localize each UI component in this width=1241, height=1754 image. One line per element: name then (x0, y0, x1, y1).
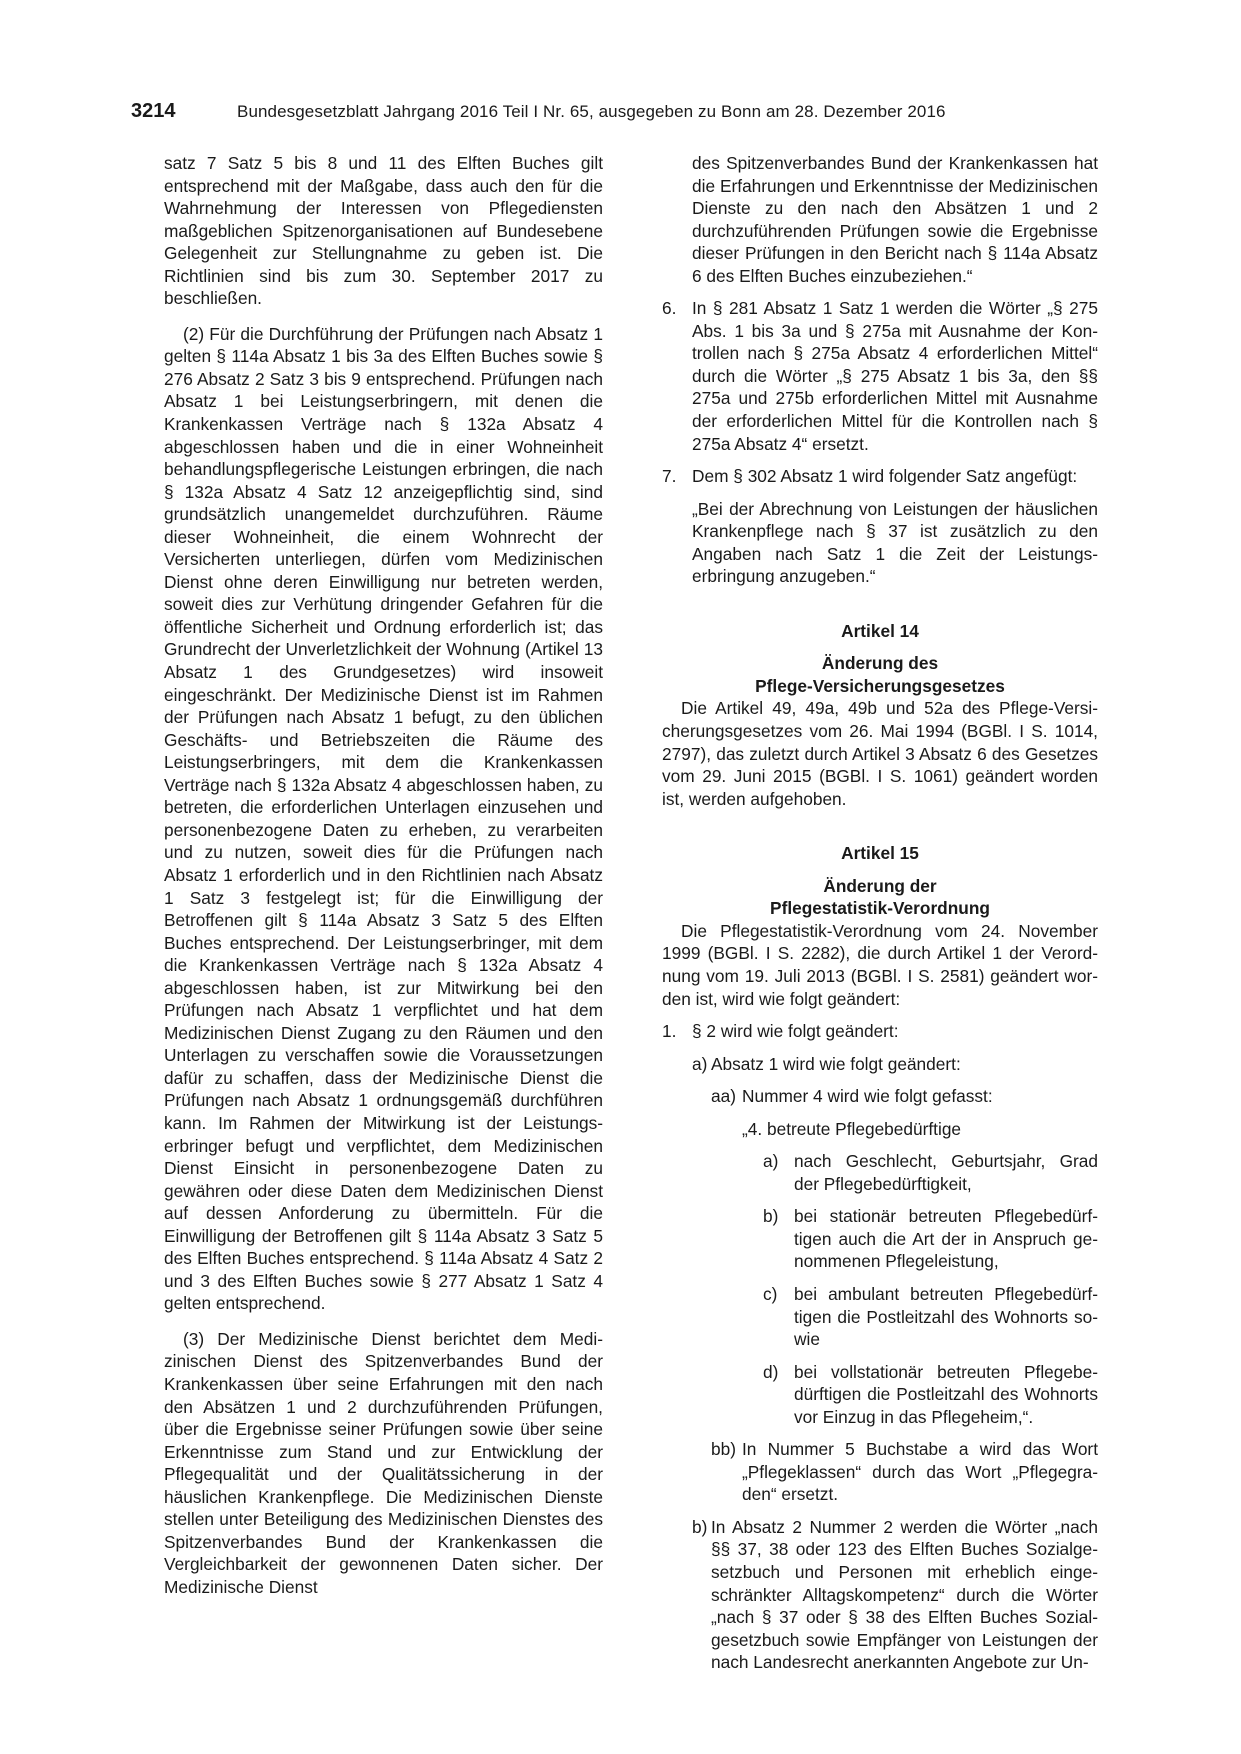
page-number: 3214 (131, 100, 176, 122)
list-text: bei ambulant betreuten Pflegebedürftigen die Postleitzahl des Wohnorts sowie (794, 1283, 1098, 1350)
list-item-aa (662, 1085, 1098, 1108)
list-text: In Nummer 5 Buchstabe a wird das Wort „Pflegeklassen“ durch das Wort „Pflegegraden“ ersetzt. (742, 1439, 1098, 1505)
list-text: bei vollstationär betreuten Pflegebedürftigen die Postleitzahl des Wohnorts vor Einzug in das Pflegeheim,“. (794, 1361, 1098, 1427)
list-label: a) (692, 1053, 708, 1074)
list-label: bb) (711, 1439, 736, 1460)
list-label: b) (763, 1206, 779, 1227)
list-text: In Absatz 2 Nummer 2 werden die Wörter „nach §§ 37, 38 oder 123 des Elften Buches Sozialgesetzbuch und Personen mit erheblich eingeschränkter Alltagskompetenz“ durch die Wörter „nach § 37 oder § 38 des Elften Buches Sozialgesetzbuch sowie Empfänger von Leistungen der nach Landesrecht anerkannten Angebote zur Un- (711, 1516, 1098, 1673)
list-label: 1. (662, 1021, 677, 1042)
list-item-b (662, 1516, 1098, 1674)
list-label: aa) (711, 1086, 736, 1107)
list-text: In § 281 Absatz 1 Satz 1 werden die Wörter „§ 275 Abs. 1 bis 3a und § 275a mit Ausnahme der Kontrollen nach § 275a Absatz 4 erforderlichen Mittel“ durch die Wörter „§ 275 Absatz 1 bis 3a, den §§ 275a und 275b erforderlichen Mittel mit Ausnahme der erforderlichen Mittel für die Kontrollen nach § 275a Absatz 4“ ersetzt. (692, 298, 1098, 454)
list-label: 7. (662, 466, 677, 487)
list-label: 6. (662, 298, 677, 319)
list-item-6 (662, 297, 1098, 455)
list-item-1 (662, 1020, 1098, 1043)
list-item-7 (662, 465, 1098, 488)
list-text: Dem § 302 Absatz 1 wird folgender Satz angefügt: (692, 466, 1078, 487)
list-text: § 2 wird wie folgt geändert: (692, 1021, 899, 1042)
quoted-number-4: „4. betreute Pflegebedürftige (742, 1118, 962, 1139)
article-15-subtitle-2: Pflegestatistik-Verordnung (770, 898, 990, 919)
article-14-subtitle-1: Änderung des (821, 653, 939, 674)
list-item-quote-d (662, 1361, 1098, 1429)
quoted-sentence: „Bei der Abrechnung von Leistungen der häuslichen Krankenpflege nach § 37 ist zusätzlich zu den Angaben nach Satz 1 die Zeit der Leistungserbringung anzugeben.“ (692, 498, 1098, 587)
article-14-subtitle-2: Pflege-Versicherungsgesetzes (755, 675, 1005, 696)
list-text: nach Geschlecht, Geburtsjahr, Grad der Pflegebedürftigkeit, (794, 1151, 1098, 1194)
list-item-quote-a (662, 1150, 1098, 1195)
article-15-heading: Artikel 15 (841, 843, 919, 864)
list-item-a (662, 1053, 1098, 1076)
list-text: Nummer 4 wird wie folgt gefasst: (742, 1086, 993, 1107)
article-15-subtitle-1: Änderung der (823, 875, 937, 896)
list-item-quote-c (662, 1283, 1098, 1351)
paragraph-2: (2) Für die Durchführung der Prüfungen nach Absatz 1 gelten § 114a Absatz 1 bis 3a des Elften Buches sowie § 276 Absatz 2 Satz 3 bis 9 entsprechend. Prüfungen nach Absatz 1 bei Leistungserbringern, mit denen die Krankenkassen Verträge nach § 132a Absatz 4 abgeschlossen haben und die in einer Wohneinheit behandlungspflegerische Leistungen erbringen, die nach § 132a Absatz 4 Satz 12 anzeigepflichtig sind, sind grundsätzlich unangemeldet durchzuführen. Räume dieser Wohneinheit, die einem Wohnrecht der Versicherten unterliegen, dürfen vom Medizinischen Dienst ohne deren Einwilligung nur betreten werden, soweit dies zur Verhütung dringender Gefahren für die öffentliche Sicherheit und Ordnung erforderlich ist; das Grundrecht der Unverletzlichkeit der Wohnung (Artikel 13 Absatz 1 des Grundgesetzes) wird insoweit eingeschränkt. Der Medizinische Dienst ist im Rahmen der Prüfungen nach Absatz 1 befugt, zu den üblichen Geschäfts- und Betriebszeiten die Räume des Leistungserbringers, mit dem die Krankenkassen Verträge nach § 132a Absatz 4 abgeschlossen haben, zu betreten, die erforderlichen Unterlagen einzusehen und personenbezogene Daten zu erheben, zu verarbeiten und zu nutzen, soweit dies für die Prüfungen nach Absatz 1 erforderlich und in den Richtlinien nach Absatz 1 Satz 3 festgelegt ist; für die Einwilligung der Betroffenen gilt § 114a Absatz 3 Satz 5 des Elften Buches entsprechend. Der Leistungserbringer, mit dem die Krankenkassen Verträge nach § 132a Absatz 4 abgeschlossen haben, ist zur Mitwirkung bei den Prüfungen nach Absatz 1 verpflichtet und hat dem Medizinischen Dienst Zugang zu den Räumen und den Unterlagen zu verschaffen sowie die Voraussetzungen dafür zu schaffen, dass der Medizinische Dienst die Prüfungen nach Absatz 1 ordnungsgemäß durchführen kann. Im Rahmen der Mitwirkung ist der Leistungserbringer befugt und verpflichtet, dem Medizinischen Dienst Einsicht in personenbezogene Daten zu gewähren oder diese Daten dem Medizinischen Dienst auf dessen Anforderung zu übermitteln. Für die Einwilligung der Betroffenen gilt § 114a Absatz 3 Satz 5 des Elften Buches entsprechend. § 114a Absatz 4 Satz 2 und 3 des Elften Buches sowie § 277 Absatz 1 Satz 4 gelten entsprechend. (164, 323, 603, 1314)
list-label: d) (763, 1361, 779, 1382)
list-label: c) (763, 1283, 778, 1304)
list-text: Absatz 1 wird wie folgt geändert: (711, 1053, 961, 1074)
left-column (164, 152, 603, 1598)
paragraph-continuation: satz 7 Satz 5 bis 8 und 11 des Elften Buches gilt entsprechend mit der Maßgabe, dass auch den für die Wahrnehmung der Interessen von Pflegediensten maßgeblichen Spitzenorganisationen auf Bundesebene Gelegenheit zur Stellungnahme zu geben ist. Die Richtlinien sind bis zum 30. September 2017 zu beschließen. (164, 153, 603, 309)
list-item-bb (662, 1438, 1098, 1506)
article-14-text: Die Artikel 49, 49a, 49b und 52a des Pflege-Versicherungsgesetzes vom 26. Mai 1994 (BGBl. I S. 1014, 2797), das zuletzt durch Artikel 3 Absatz 6 des Gesetzes vom 29. Juni 2015 (BGBl. I S. 1061) geändert worden ist, werden aufgehoben. (662, 698, 1098, 809)
paragraph-3: (3) Der Medizinische Dienst berichtet dem Medizinischen Dienst des Spitzenverbandes Bund der Krankenkassen über seine Erfahrungen mit den nach den Absätzen 1 und 2 durchzuführenden Prüfungen, über die Ergebnisse seiner Prüfungen sowie über seine Erkenntnisse zum Stand und zur Entwicklung der Pflegequalität und der Qualitätssicherung in der häuslichen Krankenpflege. Die Medizinischen Dienste stellen unter Beteiligung des Medizinischen Dienstes des Spitzenverbandes Bund der Krankenkassen die Vergleichbarkeit der gewonnenen Daten sicher. Der Medizinische Dienst (164, 1328, 603, 1597)
list-text: bei stationär betreuten Pflegebedürftigen auch die Art der in Anspruch genommenen Pflegeleistung, (794, 1206, 1098, 1272)
list-item-quote-b (662, 1205, 1098, 1273)
list-label: b) (692, 1516, 708, 1537)
article-15-text: Die Pflegestatistik-Verordnung vom 24. November 1999 (BGBl. I S. 2282), die durch Artikel 1 der Verordnung vom 19. Juli 2013 (BGBl. I S. 2581) geändert worden ist, wird wie folgt geändert: (662, 920, 1098, 1009)
article-14-heading: Artikel 14 (841, 620, 919, 641)
list-label: a) (763, 1151, 779, 1172)
paragraph-continuation-right: des Spitzenverbandes Bund der Krankenkassen hat die Erfahrungen und Erkenntnisse der Medizinischen Dienste zu den nach den Absätzen 1 und 2 durchzuführenden Prüfungen sowie die Ergebnisse dieser Prüfungen in den Bericht nach § 114a Absatz 6 des Elften Buches einzubeziehen.“ (692, 153, 1098, 286)
right-column (662, 152, 1098, 1674)
gazette-header: Bundesgesetzblatt Jahrgang 2016 Teil I Nr. 65, ausgegeben zu Bonn am 28. Dezember 2016 (237, 102, 946, 121)
